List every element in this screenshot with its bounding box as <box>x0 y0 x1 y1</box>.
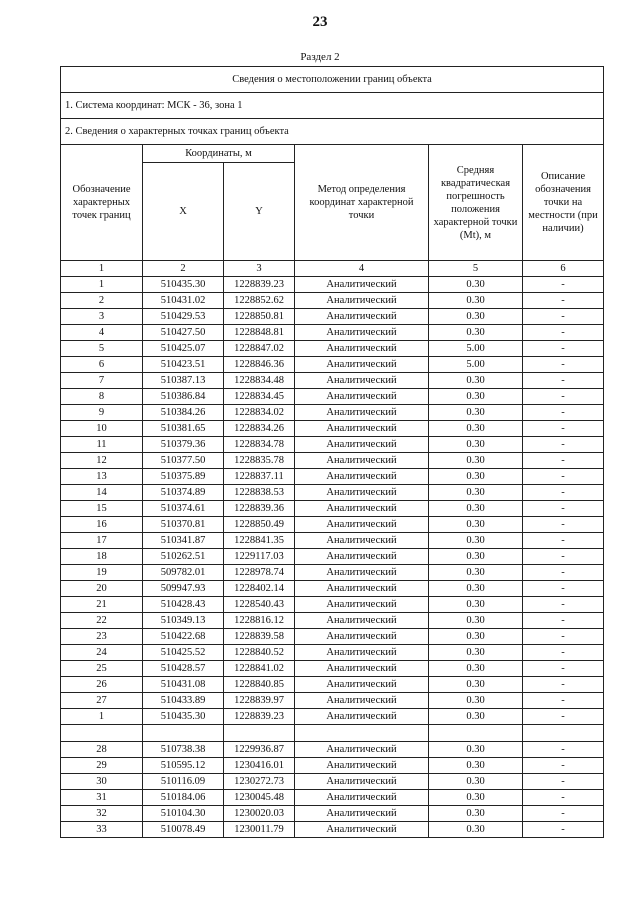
x-coordinate-cell: 510422.68 <box>143 629 224 645</box>
boundary-points-table <box>60 66 604 838</box>
table-row <box>61 501 604 517</box>
y-coordinate-cell: 1228834.26 <box>224 421 295 437</box>
description-cell: - <box>523 501 604 517</box>
y-coordinate-cell: 1228841.02 <box>224 661 295 677</box>
table-row <box>61 533 604 549</box>
method-cell: Аналитический <box>295 677 429 693</box>
error-cell: 0.30 <box>429 597 523 613</box>
table-row <box>61 357 604 373</box>
y-coordinate-cell: 1229936.87 <box>224 742 295 758</box>
table-row <box>61 437 604 453</box>
description-cell: - <box>523 565 604 581</box>
y-coordinate-cell: 1228839.58 <box>224 629 295 645</box>
x-coordinate-cell: 510595.12 <box>143 758 224 774</box>
description-cell: - <box>523 437 604 453</box>
error-cell: 0.30 <box>429 565 523 581</box>
y-coordinate-cell: 1228850.81 <box>224 309 295 325</box>
description-cell: - <box>523 357 604 373</box>
error-cell: 5.00 <box>429 357 523 373</box>
method-cell: Аналитический <box>295 325 429 341</box>
x-coordinate-cell: 510116.09 <box>143 774 224 790</box>
method-cell: Аналитический <box>295 533 429 549</box>
description-cell: - <box>523 677 604 693</box>
method-cell: Аналитический <box>295 661 429 677</box>
table-row <box>61 325 604 341</box>
table-row <box>61 661 604 677</box>
table-row <box>61 709 604 725</box>
y-coordinate-cell: 1228839.23 <box>224 709 295 725</box>
table-row <box>61 742 604 758</box>
point-number-cell: 12 <box>61 453 143 469</box>
method-cell: Аналитический <box>295 565 429 581</box>
table-row <box>61 581 604 597</box>
method-cell: Аналитический <box>295 645 429 661</box>
error-cell: 0.30 <box>429 421 523 437</box>
error-cell: 0.30 <box>429 533 523 549</box>
method-cell: Аналитический <box>295 806 429 822</box>
description-cell: - <box>523 709 604 725</box>
x-coordinate-cell: 510425.07 <box>143 341 224 357</box>
y-coordinate-cell: 1228978.74 <box>224 565 295 581</box>
section-title: Раздел 2 <box>300 51 340 63</box>
method-cell: Аналитический <box>295 517 429 533</box>
y-coordinate-cell: 1228834.45 <box>224 389 295 405</box>
points-heading: 2. Сведения о характерных точках границ объекта <box>61 119 604 145</box>
table-row <box>61 293 604 309</box>
description-cell: - <box>523 758 604 774</box>
description-cell: - <box>523 309 604 325</box>
x-coordinate-cell: 510262.51 <box>143 549 224 565</box>
point-number-cell: 7 <box>61 373 143 389</box>
y-coordinate-cell: 1228852.62 <box>224 293 295 309</box>
column-number: 4 <box>295 261 429 277</box>
table-row <box>61 565 604 581</box>
header-y: Y <box>224 163 295 261</box>
y-coordinate-cell: 1230011.79 <box>224 822 295 838</box>
point-number-cell: 16 <box>61 517 143 533</box>
description-cell: - <box>523 421 604 437</box>
x-coordinate-cell: 510374.61 <box>143 501 224 517</box>
x-coordinate-cell: 510429.53 <box>143 309 224 325</box>
method-cell: Аналитический <box>295 485 429 501</box>
empty-cell <box>224 725 295 742</box>
x-coordinate-cell: 510425.52 <box>143 645 224 661</box>
x-coordinate-cell: 510379.36 <box>143 437 224 453</box>
description-cell: - <box>523 742 604 758</box>
table-row <box>61 597 604 613</box>
point-number-cell: 6 <box>61 357 143 373</box>
method-cell: Аналитический <box>295 293 429 309</box>
point-number-cell: 25 <box>61 661 143 677</box>
error-cell: 0.30 <box>429 373 523 389</box>
description-cell: - <box>523 774 604 790</box>
header-point-label: Обозначение характерных точек границ <box>61 145 143 261</box>
point-number-cell: 26 <box>61 677 143 693</box>
y-coordinate-cell: 1228841.35 <box>224 533 295 549</box>
y-coordinate-cell: 1230020.03 <box>224 806 295 822</box>
method-cell: Аналитический <box>295 469 429 485</box>
description-cell: - <box>523 293 604 309</box>
error-cell: 0.30 <box>429 758 523 774</box>
y-coordinate-cell: 1228850.49 <box>224 517 295 533</box>
method-cell: Аналитический <box>295 693 429 709</box>
description-cell: - <box>523 469 604 485</box>
table-row <box>61 806 604 822</box>
point-number-cell: 19 <box>61 565 143 581</box>
x-coordinate-cell: 510428.57 <box>143 661 224 677</box>
x-coordinate-cell: 510370.81 <box>143 517 224 533</box>
table-row <box>61 549 604 565</box>
y-coordinate-cell: 1228816.12 <box>224 613 295 629</box>
method-cell: Аналитический <box>295 581 429 597</box>
point-number-cell: 33 <box>61 822 143 838</box>
table-row <box>61 341 604 357</box>
error-cell: 0.30 <box>429 453 523 469</box>
x-coordinate-cell: 509947.93 <box>143 581 224 597</box>
description-cell: - <box>523 581 604 597</box>
y-coordinate-cell: 1228839.97 <box>224 693 295 709</box>
table-row <box>61 613 604 629</box>
description-cell: - <box>523 453 604 469</box>
method-cell: Аналитический <box>295 597 429 613</box>
point-number-cell: 21 <box>61 597 143 613</box>
point-number-cell: 23 <box>61 629 143 645</box>
error-cell: 5.00 <box>429 341 523 357</box>
error-cell: 0.30 <box>429 293 523 309</box>
column-number: 1 <box>61 261 143 277</box>
column-number-row <box>61 261 604 277</box>
error-cell: 0.30 <box>429 549 523 565</box>
description-cell: - <box>523 806 604 822</box>
table-row <box>61 421 604 437</box>
coordinate-system: 1. Система координат: МСК - 36, зона 1 <box>61 93 604 119</box>
description-cell: - <box>523 661 604 677</box>
point-number-cell: 4 <box>61 325 143 341</box>
error-cell: 0.30 <box>429 645 523 661</box>
empty-cell <box>295 725 429 742</box>
error-cell: 0.30 <box>429 437 523 453</box>
method-cell: Аналитический <box>295 309 429 325</box>
method-cell: Аналитический <box>295 822 429 838</box>
method-cell: Аналитический <box>295 341 429 357</box>
x-coordinate-cell: 510377.50 <box>143 453 224 469</box>
y-coordinate-cell: 1228848.81 <box>224 325 295 341</box>
point-number-cell: 8 <box>61 389 143 405</box>
point-number-cell: 24 <box>61 645 143 661</box>
method-cell: Аналитический <box>295 405 429 421</box>
method-cell: Аналитический <box>295 421 429 437</box>
table-row <box>61 405 604 421</box>
error-cell: 0.30 <box>429 613 523 629</box>
column-number: 3 <box>224 261 295 277</box>
header-x: X <box>143 163 224 261</box>
x-coordinate-cell: 510435.30 <box>143 277 224 293</box>
description-cell: - <box>523 373 604 389</box>
y-coordinate-cell: 1228846.36 <box>224 357 295 373</box>
table-row <box>61 645 604 661</box>
method-cell: Аналитический <box>295 758 429 774</box>
method-cell: Аналитический <box>295 742 429 758</box>
x-coordinate-cell: 509782.01 <box>143 565 224 581</box>
y-coordinate-cell: 1228839.23 <box>224 277 295 293</box>
error-cell: 0.30 <box>429 517 523 533</box>
point-number-cell: 1 <box>61 709 143 725</box>
separator-row <box>61 725 604 742</box>
error-cell: 0.30 <box>429 774 523 790</box>
header-method: Метод определения координат характерной точки <box>295 145 429 261</box>
error-cell: 0.30 <box>429 405 523 421</box>
error-cell: 0.30 <box>429 277 523 293</box>
error-cell: 0.30 <box>429 469 523 485</box>
table-row <box>61 822 604 838</box>
x-coordinate-cell: 510387.13 <box>143 373 224 389</box>
x-coordinate-cell: 510184.06 <box>143 790 224 806</box>
point-number-cell: 27 <box>61 693 143 709</box>
point-number-cell: 31 <box>61 790 143 806</box>
method-cell: Аналитический <box>295 389 429 405</box>
page-number: 23 <box>312 14 328 30</box>
point-number-cell: 3 <box>61 309 143 325</box>
point-number-cell: 15 <box>61 501 143 517</box>
y-coordinate-cell: 1228840.52 <box>224 645 295 661</box>
x-coordinate-cell: 510341.87 <box>143 533 224 549</box>
table-row <box>61 389 604 405</box>
description-cell: - <box>523 613 604 629</box>
x-coordinate-cell: 510738.38 <box>143 742 224 758</box>
column-number: 6 <box>523 261 604 277</box>
point-number-cell: 22 <box>61 613 143 629</box>
y-coordinate-cell: 1228837.11 <box>224 469 295 485</box>
point-number-cell: 9 <box>61 405 143 421</box>
y-coordinate-cell: 1228834.48 <box>224 373 295 389</box>
y-coordinate-cell: 1228835.78 <box>224 453 295 469</box>
error-cell: 0.30 <box>429 790 523 806</box>
description-cell: - <box>523 405 604 421</box>
description-cell: - <box>523 325 604 341</box>
point-number-cell: 1 <box>61 277 143 293</box>
table-row <box>61 677 604 693</box>
point-number-cell: 2 <box>61 293 143 309</box>
y-coordinate-cell: 1230272.73 <box>224 774 295 790</box>
x-coordinate-cell: 510423.51 <box>143 357 224 373</box>
method-cell: Аналитический <box>295 373 429 389</box>
error-cell: 0.30 <box>429 661 523 677</box>
description-cell: - <box>523 549 604 565</box>
method-cell: Аналитический <box>295 629 429 645</box>
error-cell: 0.30 <box>429 485 523 501</box>
error-cell: 0.30 <box>429 822 523 838</box>
x-coordinate-cell: 510384.26 <box>143 405 224 421</box>
y-coordinate-cell: 1228839.36 <box>224 501 295 517</box>
error-cell: 0.30 <box>429 709 523 725</box>
description-cell: - <box>523 629 604 645</box>
x-coordinate-cell: 510435.30 <box>143 709 224 725</box>
table-row <box>61 629 604 645</box>
empty-cell <box>61 725 143 742</box>
method-cell: Аналитический <box>295 453 429 469</box>
x-coordinate-cell: 510431.02 <box>143 293 224 309</box>
point-number-cell: 29 <box>61 758 143 774</box>
error-cell: 0.30 <box>429 389 523 405</box>
error-cell: 0.30 <box>429 629 523 645</box>
description-cell: - <box>523 790 604 806</box>
description-cell: - <box>523 485 604 501</box>
description-cell: - <box>523 341 604 357</box>
point-number-cell: 32 <box>61 806 143 822</box>
x-coordinate-cell: 510374.89 <box>143 485 224 501</box>
point-number-cell: 18 <box>61 549 143 565</box>
x-coordinate-cell: 510381.65 <box>143 421 224 437</box>
method-cell: Аналитический <box>295 709 429 725</box>
error-cell: 0.30 <box>429 806 523 822</box>
description-cell: - <box>523 517 604 533</box>
x-coordinate-cell: 510386.84 <box>143 389 224 405</box>
error-cell: 0.30 <box>429 309 523 325</box>
x-coordinate-cell: 510349.13 <box>143 613 224 629</box>
y-coordinate-cell: 1228834.78 <box>224 437 295 453</box>
y-coordinate-cell: 1230416.01 <box>224 758 295 774</box>
point-number-cell: 11 <box>61 437 143 453</box>
method-cell: Аналитический <box>295 774 429 790</box>
table-row <box>61 373 604 389</box>
point-number-cell: 28 <box>61 742 143 758</box>
x-coordinate-cell: 510431.08 <box>143 677 224 693</box>
column-number: 2 <box>143 261 224 277</box>
header-error: Средняя квадратическая погрешность положения характерной точки (Mt), м <box>429 145 523 261</box>
table-row <box>61 774 604 790</box>
empty-cell <box>523 725 604 742</box>
error-cell: 0.30 <box>429 501 523 517</box>
table-row <box>61 309 604 325</box>
error-cell: 0.30 <box>429 693 523 709</box>
y-coordinate-cell: 1228840.85 <box>224 677 295 693</box>
error-cell: 0.30 <box>429 677 523 693</box>
description-cell: - <box>523 645 604 661</box>
header-description: Описание обозначения точки на местности (при наличии) <box>523 145 604 261</box>
table-row <box>61 758 604 774</box>
method-cell: Аналитический <box>295 613 429 629</box>
point-number-cell: 30 <box>61 774 143 790</box>
method-cell: Аналитический <box>295 549 429 565</box>
y-coordinate-cell: 1228834.02 <box>224 405 295 421</box>
method-cell: Аналитический <box>295 277 429 293</box>
table-row <box>61 693 604 709</box>
table-row <box>61 453 604 469</box>
x-coordinate-cell: 510427.50 <box>143 325 224 341</box>
description-cell: - <box>523 822 604 838</box>
method-cell: Аналитический <box>295 790 429 806</box>
table-row <box>61 485 604 501</box>
empty-cell <box>143 725 224 742</box>
method-cell: Аналитический <box>295 437 429 453</box>
point-number-cell: 20 <box>61 581 143 597</box>
y-coordinate-cell: 1228402.14 <box>224 581 295 597</box>
table-row <box>61 277 604 293</box>
table-row <box>61 517 604 533</box>
empty-cell <box>429 725 523 742</box>
y-coordinate-cell: 1230045.48 <box>224 790 295 806</box>
point-number-cell: 5 <box>61 341 143 357</box>
column-number: 5 <box>429 261 523 277</box>
x-coordinate-cell: 510433.89 <box>143 693 224 709</box>
x-coordinate-cell: 510104.30 <box>143 806 224 822</box>
error-cell: 0.30 <box>429 325 523 341</box>
table-row <box>61 469 604 485</box>
description-cell: - <box>523 533 604 549</box>
y-coordinate-cell: 1228540.43 <box>224 597 295 613</box>
description-cell: - <box>523 597 604 613</box>
y-coordinate-cell: 1229117.03 <box>224 549 295 565</box>
method-cell: Аналитический <box>295 357 429 373</box>
point-number-cell: 17 <box>61 533 143 549</box>
description-cell: - <box>523 693 604 709</box>
x-coordinate-cell: 510375.89 <box>143 469 224 485</box>
y-coordinate-cell: 1228847.02 <box>224 341 295 357</box>
x-coordinate-cell: 510428.43 <box>143 597 224 613</box>
y-coordinate-cell: 1228838.53 <box>224 485 295 501</box>
table-row <box>61 790 604 806</box>
error-cell: 0.30 <box>429 581 523 597</box>
point-number-cell: 10 <box>61 421 143 437</box>
error-cell: 0.30 <box>429 742 523 758</box>
header-coordinates: Координаты, м <box>143 145 295 163</box>
description-cell: - <box>523 389 604 405</box>
table-title: Сведения о местоположении границ объекта <box>61 67 604 93</box>
point-number-cell: 13 <box>61 469 143 485</box>
description-cell: - <box>523 277 604 293</box>
method-cell: Аналитический <box>295 501 429 517</box>
point-number-cell: 14 <box>61 485 143 501</box>
x-coordinate-cell: 510078.49 <box>143 822 224 838</box>
